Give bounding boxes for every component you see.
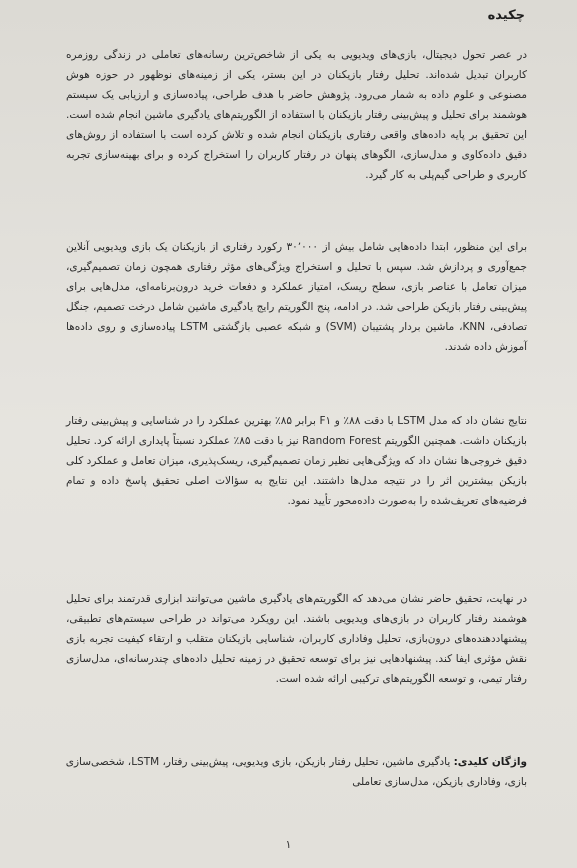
keywords-section: [40, 752, 527, 792]
paragraph-intro: در عصر تحول دیجیتال، بازی‌های ویدیویی به یکی از شاخص‌ترین رسانه‌های تعاملی در زندگی روزمره کاربران تبدیل شده‌اند. تحلیل رفتار بازیکنان در این بستر، یکی از زمینه‌های نوظهور در حوزه هوش مصنوعی و علوم داده به شمار می‌رود. پژوهش حاضر با هدف طراحی، پیاده‌سازی و ارزیابی یک سیستم هوشمند برای تحلیل و پیش‌بینی رفتار بازیکنان با استفاده از الگوریتم‌های یادگیری ماشین انجام شده است. این تحقیق بر پایه داده‌های واقعی رفتاری بازیکنان انجام شده و تلاش کرده است با استفاده از روش‌های دقیق داده‌کاوی و مدل‌سازی، الگوهای پنهان در رفتار کاربران را استخراج کرده و برای بهینه‌سازی تجربه کاربری و طراحی گیم‌پلی به کار گیرد.: [66, 48, 527, 181]
page-number: ۱: [285, 838, 292, 851]
paragraph-method: برای این منظور، ابتدا داده‌هایی شامل بیش از ۳۰٬۰۰۰ رکورد رفتاری از بازیکنان یک بازی ویدیویی آنلاین جمع‌آوری و پردازش شد. سپس با تحلیل و استخراج ویژگی‌های مؤثر رفتاری همچون زمان تصمیم‌گیری، میزان تعامل با عناصر بازی، سطح ریسک، امتیاز عملکرد و دفعات خرید درون‌برنامه‌ای، مدل‌هایی برای پیش‌بینی رفتار بازیکن طراحی شد. در ادامه، پنج الگوریتم رایج یادگیری ماشین شامل درخت تصمیم، جنگل تصادفی، KNN، ماشین بردار پشتیبان (SVM) و شبکه عصبی بازگشتی LSTM پیاده‌سازی و روی داده‌ها آموزش داده شدند.: [66, 240, 527, 353]
keywords-list: یادگیری ماشین، تحلیل رفتار بازیکن، بازی ویدیویی، پیش‌بینی رفتار، LSTM، شخصی‌سازی بازی، وفاداری بازیکن، مدل‌سازی تعاملی: [65, 756, 527, 788]
paragraph-conclusion: در نهایت، تحقیق حاضر نشان می‌دهد که الگوریتم‌های یادگیری ماشین می‌توانند ابزاری قدرتمند برای تحلیل هوشمند رفتار کاربران در بازی‌های ویدیویی باشند. این رویکرد می‌تواند در طراحی سیستم‌های تطبیقی، پیشنهاددهنده‌های درون‌بازی، تحلیل وفاداری کاربران، شناسایی بازیکنان متقلب و ارتقاء کیفیت تجربه بازی نقش مؤثری ایفا کند. پیشنهادهایی نیز برای توسعه تحقیق در زمینه تحلیل داده‌های چندرسانه‌ای، مدل‌سازی رفتار تیمی، و توسعه الگوریتم‌های ترکیبی ارائه شده است.: [66, 592, 527, 685]
paragraph-results: نتایج نشان داد که مدل LSTM با دقت ۸۸٪ و F۱ برابر ۸۵٪ بهترین عملکرد را در شناسایی و پیش‌بینی رفتار بازیکنان داشت. همچنین الگوریتم Random Forest نیز با دقت ۸۵٪ عملکرد نسبتاً پایداری ارائه کرد. تحلیل دقیق خروجی‌ها نشان داد که ویژگی‌هایی نظیر زمان تصمیم‌گیری، ریسک‌پذیری، میزان تعامل و عملکرد کلی بازیکن بیشترین اثر را در نتیجه مدل‌ها داشتند. این نتایج به سؤالات اصلی تحقیق پاسخ داده و تمام فرضیه‌های تعریف‌شده را به‌صورت داده‌محور تأیید نمود.: [66, 414, 528, 507]
keywords-label: واژگان کلیدی:: [453, 756, 527, 768]
abstract-heading: چکیده: [487, 8, 525, 23]
